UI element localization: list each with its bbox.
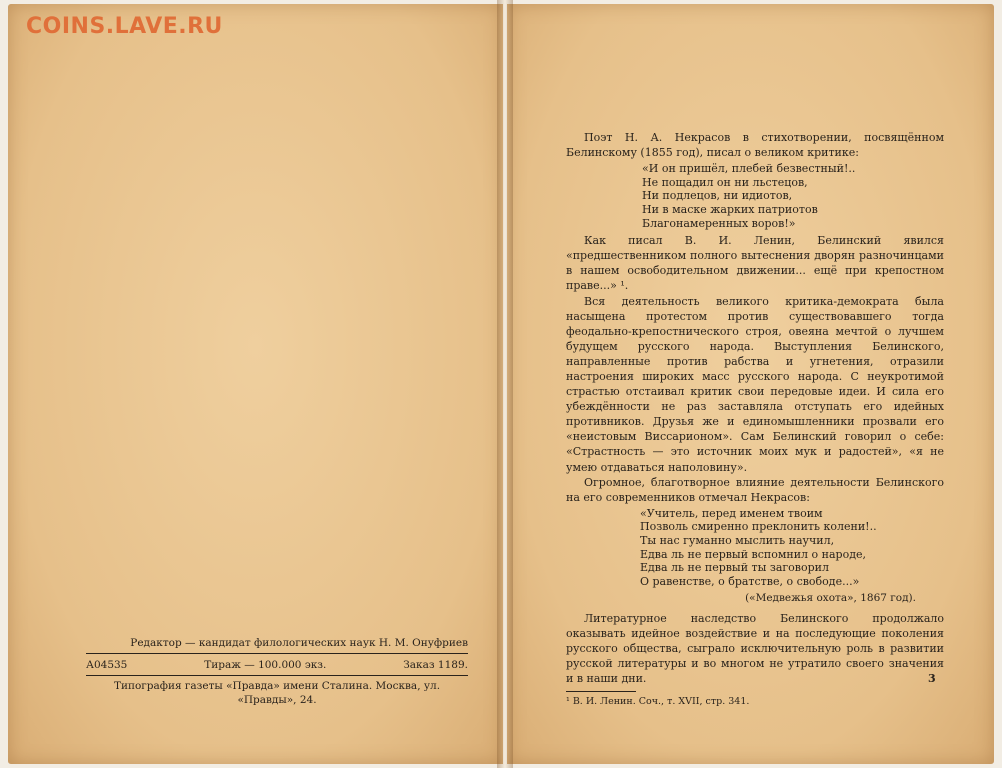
influence-paragraph: Огромное, благотворное влияние деятельности Белинского на его современников отмечал Некрасов: bbox=[566, 475, 944, 504]
verse-line: Едва ль не первый ты заговорил bbox=[640, 561, 829, 575]
footnote: ¹ В. И. Ленин. Соч., т. XVII, стр. 341. bbox=[566, 695, 750, 707]
verse-line: Ты нас гуманно мыслить научил, bbox=[640, 534, 835, 548]
footnote-divider bbox=[566, 691, 636, 692]
page-number: 3 bbox=[928, 672, 936, 685]
circulation: Тираж — 100.000 экз. bbox=[204, 659, 327, 671]
lenin-paragraph: Как писал В. И. Ленин, Белинский явился «предшественником полного вытеснения дворян разночинцами в нашем освободительном движении... ещё при крепостном праве...» ¹. bbox=[566, 234, 944, 293]
verse-line: Благонамеренных воров!» bbox=[642, 216, 796, 230]
verse-nekrasov-2 bbox=[640, 507, 944, 589]
verse-line: «И он пришёл, плебей безвестный!.. bbox=[642, 162, 856, 176]
verse-line: Не пощадил он ни льстецов, bbox=[642, 175, 808, 189]
order-number: Заказ 1189. bbox=[403, 659, 468, 671]
printing-house: Типография газеты «Правда» имени Сталина. Москва, ул. «Правды», 24. bbox=[113, 680, 441, 706]
verse-line: О равенстве, о братстве, о свободе...» bbox=[640, 574, 860, 588]
verse-line: Едва ль не первый вспомнил о народе, bbox=[640, 547, 866, 561]
publication-code: А04535 bbox=[86, 659, 128, 671]
watermark: COINS.LAVE.RU bbox=[26, 14, 223, 39]
verse-nekrasov-1 bbox=[642, 162, 944, 230]
body-text bbox=[566, 130, 944, 709]
verse-line: Ни в маске жарких патриотов bbox=[642, 202, 818, 216]
verse-source: («Медвежья охота», 1867 год). bbox=[745, 592, 916, 605]
verse-line: Позволь смиренно преклонить колени!.. bbox=[640, 520, 877, 534]
verse-line: Ни подлецов, ни идиотов, bbox=[642, 189, 793, 203]
intro-paragraph: Поэт Н. А. Некрасов в стихотворении, посвящённом Белинскому (1855 год), писал о великом критике: bbox=[566, 131, 944, 160]
legacy-paragraph: Литературное наследство Белинского продолжало оказывать идейное воздействие и на последующие поколения русского общества, сыграло исключительную роль в развитии русской литературы и во многом не утратило своего значения и в наши дни. bbox=[566, 611, 944, 685]
publication-details bbox=[86, 654, 468, 676]
verse-line: «Учитель, перед именем твоим bbox=[640, 506, 823, 520]
imprint-block bbox=[86, 636, 468, 707]
editor-line: Редактор — кандидат филологических наук Н. М. Онуфриев bbox=[86, 636, 468, 654]
activity-paragraph: Вся деятельность великого критика-демократа была насыщена протестом против существовавшего тогда феодально-крепостнического строя, овеяна мечтой о лучшем будущем русского народа. Выступления Белинского, направленные против рабства и угнетения, отразили настроения широких масс русского народа. С неукротимой страстью отстаивал критик свои передовые идеи. И сила его убеждённости не раз заставляла отступать его идейных противников. Друзья же и единомышленники прозвали его «неистовым Виссарионом». Сам Белинский говорил о себе: «Страстность — это источник моих мук и радостей», «я не умею отдаваться наполовину». bbox=[566, 294, 944, 474]
book-gutter bbox=[497, 0, 513, 768]
